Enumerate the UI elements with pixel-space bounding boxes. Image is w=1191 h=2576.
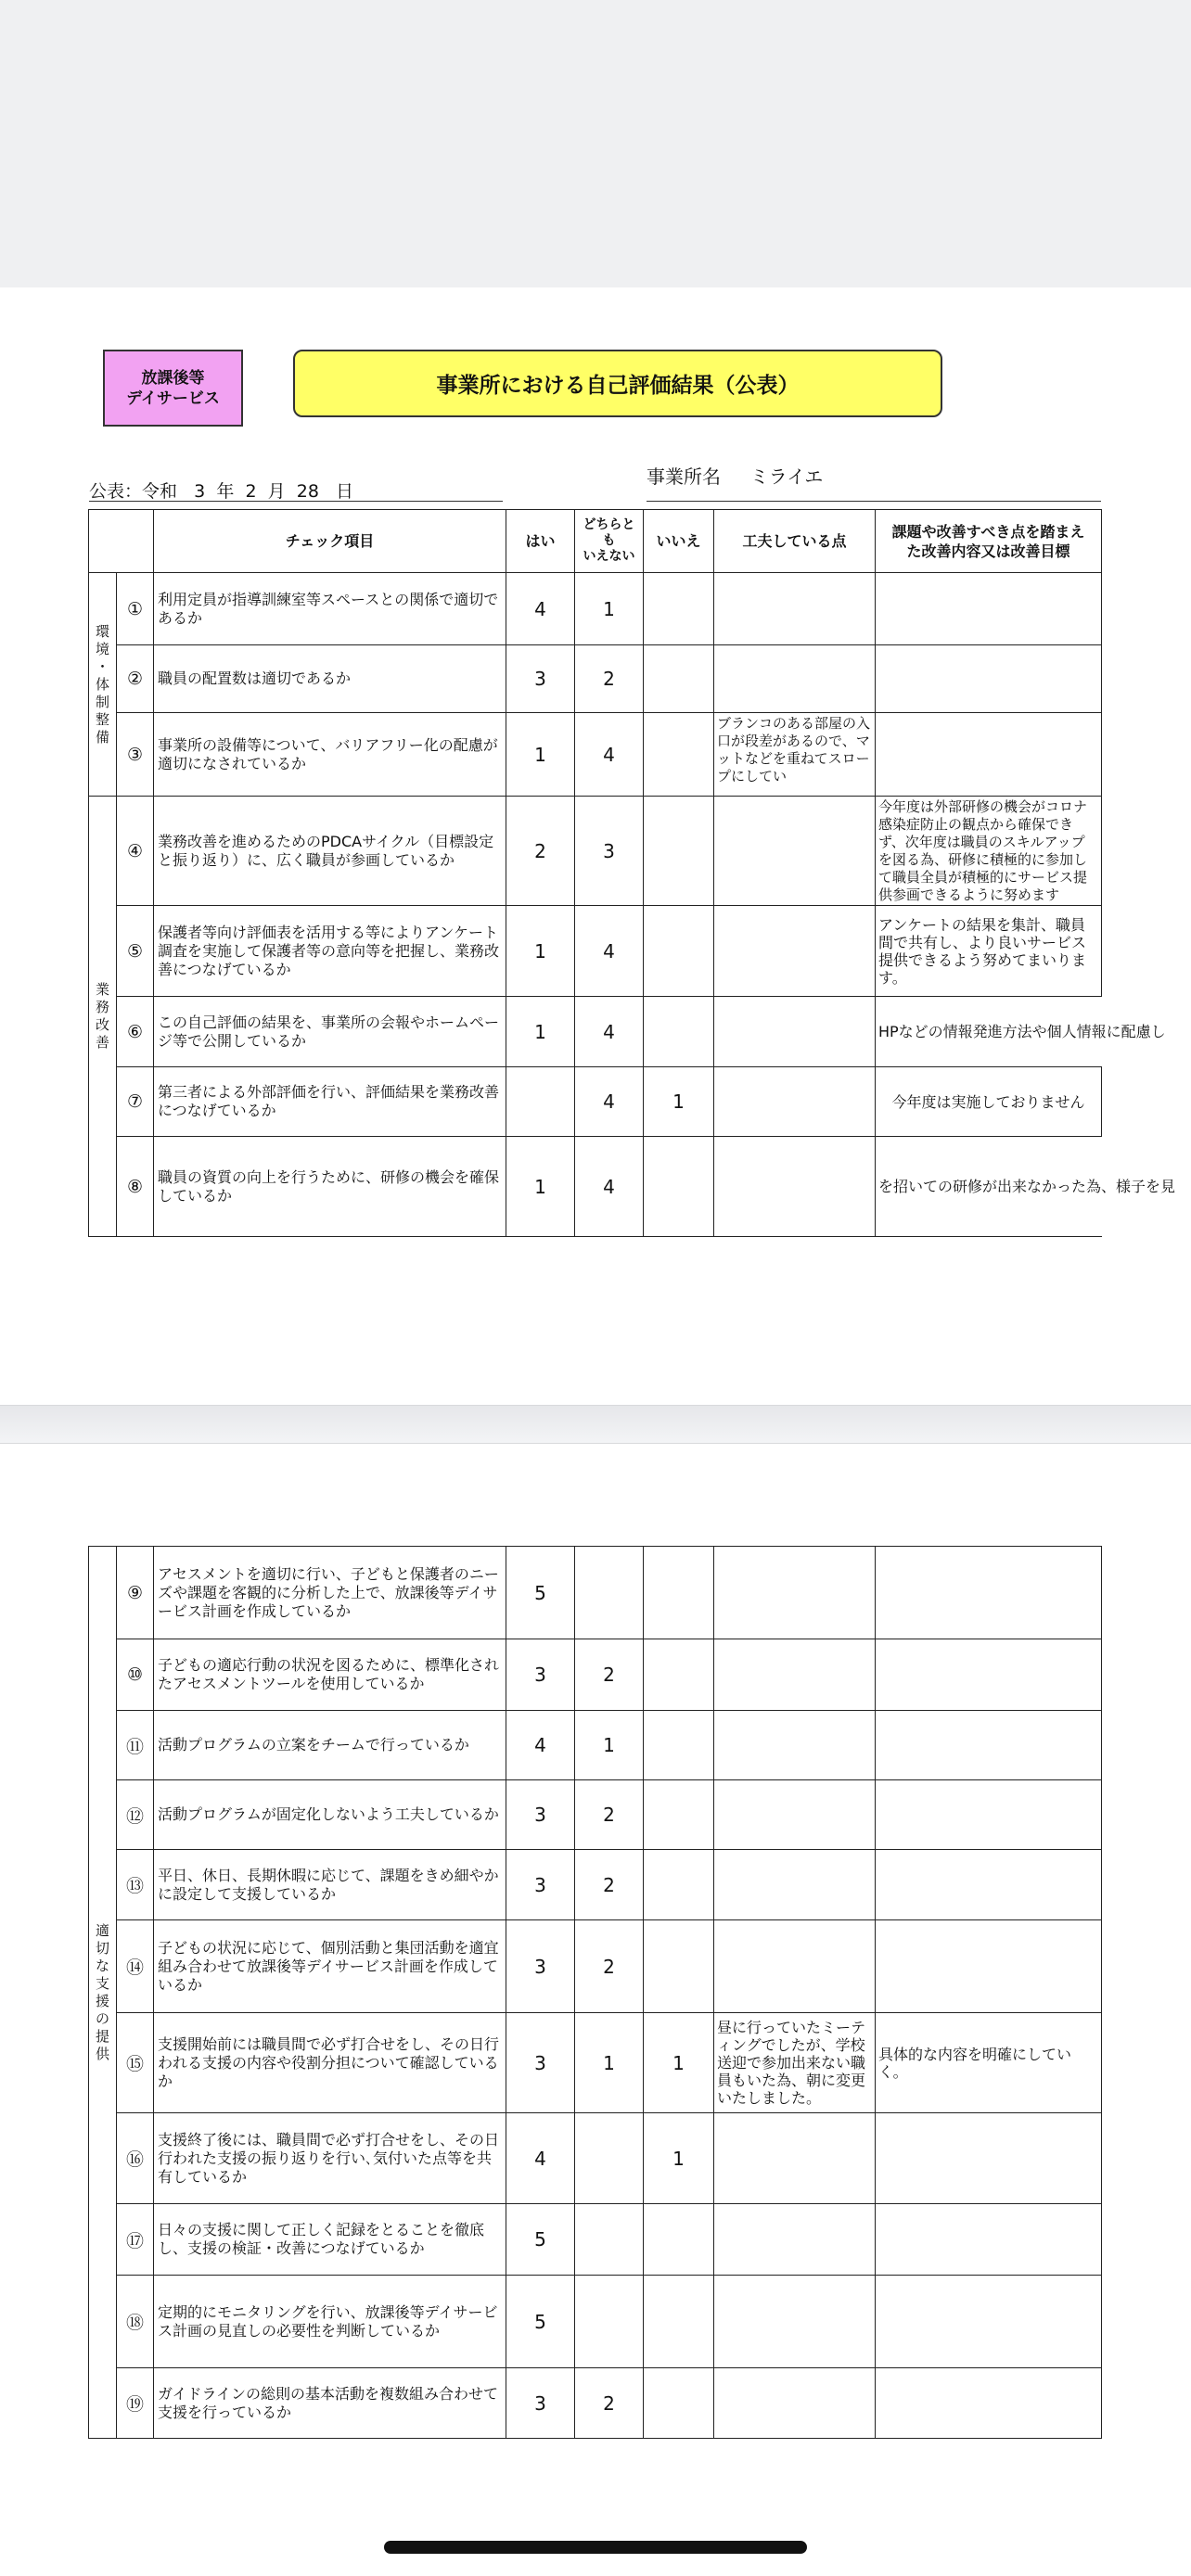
item-number: ⑦ (117, 1067, 154, 1137)
yes-count: 3 (506, 2013, 575, 2113)
improvement-text (876, 1639, 1102, 1711)
no-count (644, 1780, 714, 1850)
neither-count: 4 (575, 997, 644, 1067)
efforts-text (714, 645, 876, 713)
page-separator (0, 1405, 1191, 1444)
item-number: ⑫ (117, 1780, 154, 1850)
table-row (89, 1920, 1102, 2013)
yes-count: 5 (506, 2276, 575, 2368)
item-number: ⑤ (117, 906, 154, 997)
check-item-text: アセスメントを適切に行い、子どもと保護者のニーズや課題を客観的に分析した上で、放課後等デイサービス計画を作成しているか (154, 1547, 506, 1639)
efforts-text (714, 1920, 876, 2013)
header-blank (89, 510, 154, 573)
item-number: ② (117, 645, 154, 713)
yes-count: 4 (506, 1711, 575, 1780)
table-row (89, 797, 1102, 906)
publication-year: 3 (194, 481, 206, 502)
document-title: 事業所における自己評価結果（公表） (293, 350, 942, 417)
improvement-text (876, 1920, 1102, 2013)
item-number: ⑪ (117, 1711, 154, 1780)
efforts-text (714, 906, 876, 997)
item-number: ⑭ (117, 1920, 154, 2013)
check-item-text: 職員の配置数は適切であるか (154, 645, 506, 713)
yes-count: 3 (506, 1920, 575, 2013)
item-number: ⑨ (117, 1547, 154, 1639)
neither-count: 2 (575, 645, 644, 713)
efforts-text (714, 1639, 876, 1711)
neither-count: 4 (575, 1067, 644, 1137)
no-count (644, 645, 714, 713)
publication-day-unit: 日 (336, 481, 354, 502)
neither-count: 2 (575, 1780, 644, 1850)
improvement-text: を招いての研修が出来なかった為、様子を見 (876, 1137, 1102, 1237)
yes-count: 3 (506, 1850, 575, 1920)
table-row (89, 2113, 1102, 2204)
item-number: ⑬ (117, 1850, 154, 1920)
yes-count: 4 (506, 2113, 575, 2204)
improvement-text: 今年度は外部研修の機会がコロナ感染症防止の観点から確保できず、次年度は職員のスキルアップを図る為、研修に積極的に参加して職員全員が積極的にサービス提供参画できるように努めます (876, 797, 1102, 906)
improvement-text (876, 645, 1102, 713)
no-count (644, 2276, 714, 2368)
evaluation-table-page-1 (88, 509, 1176, 1237)
yes-count: 1 (506, 713, 575, 797)
yes-count: 3 (506, 1639, 575, 1711)
neither-count: 2 (575, 1850, 644, 1920)
table-row (89, 645, 1102, 713)
table-row (89, 2368, 1102, 2439)
check-item-text: 保護者等向け評価表を活用する等によりアンケート調査を実施して保護者等の意向等を把握し、業務改善につなげているか (154, 906, 506, 997)
improvement-text (876, 1780, 1102, 1850)
publication-year-unit: 年 (216, 481, 235, 502)
item-number: ⑩ (117, 1639, 154, 1711)
neither-count (575, 2113, 644, 2204)
item-number: ⑯ (117, 2113, 154, 2204)
publication-month: 2 (245, 481, 257, 502)
check-item-text: 日々の支援に関して正しく記録をとることを徹底し、支援の検証・改善につなげているか (154, 2204, 506, 2276)
improvement-text: 具体的な内容を明確にしていく。 (876, 2013, 1102, 2113)
efforts-text (714, 1711, 876, 1780)
office-name: ミライエ (749, 465, 824, 488)
neither-count: 4 (575, 713, 644, 797)
improvement-text (876, 2113, 1102, 2204)
no-count (644, 1711, 714, 1780)
table-row (89, 1711, 1102, 1780)
item-number: ⑱ (117, 2276, 154, 2368)
header-neither: どちらとも いえない (575, 510, 644, 573)
improvement-text (876, 1547, 1102, 1639)
efforts-text (714, 1067, 876, 1137)
yes-count: 3 (506, 645, 575, 713)
table-row (89, 573, 1102, 645)
yes-count: 1 (506, 1137, 575, 1237)
check-item-text: 子どもの適応行動の状況を図るために、標準化されたアセスメントツールを使用しているか (154, 1639, 506, 1711)
no-count (644, 573, 714, 645)
category-cell: 環 境 ・ 体 制 整 備 (89, 573, 117, 797)
publication-underline (89, 501, 503, 502)
yes-count: 5 (506, 1547, 575, 1639)
check-item-text: 利用定員が指導訓練室等スペースとの関係で適切であるか (154, 573, 506, 645)
check-item-text: 活動プログラムが固定化しないよう工夫しているか (154, 1780, 506, 1850)
no-count: 1 (644, 1067, 714, 1137)
improvement-text (876, 2204, 1102, 2276)
service-tag-line-1: 放課後等 (141, 368, 205, 388)
neither-count: 1 (575, 1711, 644, 1780)
table-row (89, 1137, 1102, 1237)
publication-label: 公表：令和 (89, 481, 178, 502)
efforts-text (714, 1137, 876, 1237)
office-underline (647, 501, 1101, 502)
item-number: ⑥ (117, 997, 154, 1067)
table-row (89, 906, 1102, 997)
improvement-text (876, 573, 1102, 645)
table-row (89, 997, 1102, 1067)
neither-count (575, 2276, 644, 2368)
efforts-text (714, 2113, 876, 2204)
neither-count: 2 (575, 1639, 644, 1711)
category-cell: 適 切 な 支 援 の 提 供 (89, 1547, 117, 2439)
improvement-text: アンケートの結果を集計、職員間で共有し、より良いサービス提供できるよう努めてまいります。 (876, 906, 1102, 997)
no-count (644, 797, 714, 906)
service-tag-line-2: デイサービス (126, 389, 220, 408)
office-label: 事業所名 (647, 465, 721, 488)
table-row (89, 1067, 1102, 1137)
yes-count: 3 (506, 2368, 575, 2439)
item-number: ⑮ (117, 2013, 154, 2113)
home-indicator[interactable] (384, 2541, 807, 2554)
yes-count: 4 (506, 573, 575, 645)
office-name-line (647, 462, 823, 489)
improvement-text (876, 2276, 1102, 2368)
efforts-text (714, 1780, 876, 1850)
table-row (89, 2276, 1102, 2368)
table-row (89, 1639, 1102, 1711)
yes-count: 5 (506, 2204, 575, 2276)
efforts-text (714, 1547, 876, 1639)
header-improvements: 課題や改善すべき点を踏まえ た改善内容又は改善目標 (876, 510, 1102, 573)
evaluation-table-page-2 (88, 1546, 1102, 2439)
header-row (89, 510, 1102, 573)
no-count (644, 997, 714, 1067)
item-number: ⑧ (117, 1137, 154, 1237)
table-row (89, 1547, 1102, 1639)
check-item-text: ガイドラインの総則の基本活動を複数組み合わせて支援を行っているか (154, 2368, 506, 2439)
yes-count: 2 (506, 797, 575, 906)
neither-count: 1 (575, 2013, 644, 2113)
yes-count: 1 (506, 906, 575, 997)
efforts-text: ブランコのある部屋の入口が段差があるので、マットなどを重ねてスロープにしてい (714, 713, 876, 797)
item-number: ⑲ (117, 2368, 154, 2439)
check-item-text: 事業所の設備等について、バリアフリー化の配慮が適切になされているか (154, 713, 506, 797)
efforts-text (714, 2368, 876, 2439)
improvement-text: HPなどの情報発進方法や個人情報に配慮し (876, 997, 1102, 1067)
neither-count: 3 (575, 797, 644, 906)
efforts-text (714, 997, 876, 1067)
efforts-text (714, 2204, 876, 2276)
yes-count (506, 1067, 575, 1137)
efforts-text (714, 1850, 876, 1920)
check-item-text: 第三者による外部評価を行い、評価結果を業務改善につなげているか (154, 1067, 506, 1137)
no-count: 1 (644, 2113, 714, 2204)
check-item-text: 支援開始前には職員間で必ず打合せをし、その日行われる支援の内容や役割分担について確認しているか (154, 2013, 506, 2113)
header-yes: はい (506, 510, 575, 573)
neither-count: 1 (575, 573, 644, 645)
service-type-tag (103, 350, 243, 427)
header-efforts: 工夫している点 (714, 510, 876, 573)
item-number: ⑰ (117, 2204, 154, 2276)
neither-count: 4 (575, 1137, 644, 1237)
table-row (89, 1850, 1102, 1920)
item-number: ① (117, 573, 154, 645)
efforts-text (714, 573, 876, 645)
no-count (644, 1547, 714, 1639)
efforts-text: 昼に行っていたミーティングでしたが、学校送迎で参加出来ない職員もいた為、朝に変更いたしました。 (714, 2013, 876, 2113)
item-number: ④ (117, 797, 154, 906)
publication-month-unit: 月 (267, 481, 286, 502)
yes-count: 3 (506, 1780, 575, 1850)
improvement-text: 今年度は実施しておりません (876, 1067, 1102, 1137)
check-item-text: 職員の資質の向上を行うために、研修の機会を確保しているか (154, 1137, 506, 1237)
table-row (89, 1780, 1102, 1850)
yes-count: 1 (506, 997, 575, 1067)
improvement-text (876, 1711, 1102, 1780)
neither-count: 2 (575, 1920, 644, 2013)
improvement-text (876, 713, 1102, 797)
improvement-text (876, 1850, 1102, 1920)
neither-count: 2 (575, 2368, 644, 2439)
header-check-item: チェック項目 (154, 510, 506, 573)
neither-count: 4 (575, 906, 644, 997)
category-cell: 業 務 改 善 (89, 797, 117, 1237)
table-row (89, 713, 1102, 797)
item-number: ③ (117, 713, 154, 797)
check-item-text: 活動プログラムの立案をチームで行っているか (154, 1711, 506, 1780)
no-count (644, 1850, 714, 1920)
check-item-text: 業務改善を進めるためのPDCAサイクル（目標設定と振り返り）に、広く職員が参画しているか (154, 797, 506, 906)
no-count (644, 713, 714, 797)
check-item-text: 平日、休日、長期休暇に応じて、課題をきめ細やかに設定して支援しているか (154, 1850, 506, 1920)
top-blank-area (0, 0, 1191, 287)
neither-count (575, 2204, 644, 2276)
check-item-text: 定期的にモニタリングを行い、放課後等デイサービス計画の見直しの必要性を判断しているか (154, 2276, 506, 2368)
table-row (89, 2204, 1102, 2276)
check-item-text: 子どもの状況に応じて、個別活動と集団活動を適宜組み合わせて放課後等デイサービス計画を作成しているか (154, 1920, 506, 2013)
publication-date (89, 478, 353, 503)
no-count (644, 1137, 714, 1237)
no-count (644, 2368, 714, 2439)
no-count (644, 1920, 714, 2013)
no-count (644, 906, 714, 997)
check-item-text: 支援終了後には、職員間で必ず打合せをし、その日行われた支援の振り返りを行い､気付いた点等を共有しているか (154, 2113, 506, 2204)
table-row (89, 2013, 1102, 2113)
efforts-text (714, 797, 876, 906)
no-count (644, 2204, 714, 2276)
no-count (644, 1639, 714, 1711)
improvement-text (876, 2368, 1102, 2439)
check-item-text: この自己評価の結果を、事業所の会報やホームページ等で公開しているか (154, 997, 506, 1067)
efforts-text (714, 2276, 876, 2368)
no-count: 1 (644, 2013, 714, 2113)
neither-count (575, 1547, 644, 1639)
publication-day: 28 (296, 481, 319, 502)
header-no: いいえ (644, 510, 714, 573)
